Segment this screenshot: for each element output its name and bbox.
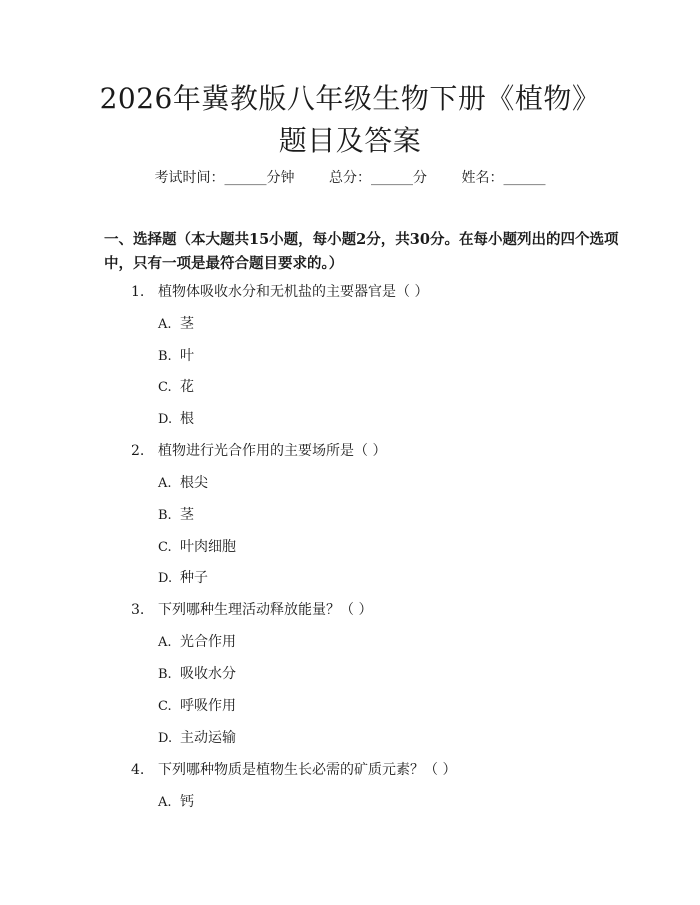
question-text: 下列哪种物质是植物生长必需的矿质元素？（ ）	[158, 762, 457, 778]
option-letter: C.	[158, 699, 172, 714]
option-text: 叶	[180, 348, 194, 364]
option-letter: D.	[158, 571, 173, 586]
option-text: 吸收水分	[180, 666, 236, 682]
option-letter: B.	[158, 508, 172, 523]
question-2-option-a	[158, 473, 208, 494]
question-2-option-d	[158, 568, 208, 589]
question-4-option-a	[158, 792, 194, 813]
page-title: 2026年冀教版八年级生物下册《植物》题目及答案	[99, 82, 601, 157]
option-letter: B.	[158, 349, 172, 364]
question-text: 植物体吸收水分和无机盐的主要器官是（ ）	[158, 284, 429, 300]
option-text: 叶肉细胞	[180, 539, 236, 555]
total-score-field: 总分：______分	[329, 170, 427, 186]
question-number: 4.	[131, 762, 145, 778]
question-4	[131, 760, 456, 780]
option-letter: C.	[158, 540, 172, 555]
question-text: 植物进行光合作用的主要场所是（ ）	[158, 443, 387, 459]
option-letter: D.	[158, 412, 173, 427]
question-3-option-b	[158, 664, 236, 685]
option-text: 花	[180, 379, 194, 395]
option-text: 种子	[180, 570, 208, 586]
question-2-option-c	[158, 537, 236, 558]
option-letter: A.	[158, 635, 172, 650]
question-1-option-d	[158, 409, 194, 430]
question-3-option-a	[158, 632, 236, 653]
option-text: 呼吸作用	[180, 698, 236, 714]
exam-info-row	[0, 168, 700, 188]
question-number: 2.	[131, 443, 145, 459]
section-heading: 一、选择题（本大题共15小题，每小题2分，共30分。在每小题列出的四个选项中，只有一项是最符合题目要求的。）	[104, 231, 619, 272]
option-letter: A.	[158, 795, 172, 810]
option-letter: D.	[158, 731, 173, 746]
option-text: 茎	[180, 507, 194, 523]
option-text: 主动运输	[180, 730, 236, 746]
question-1-option-c	[158, 377, 194, 398]
question-3-option-d	[158, 728, 236, 749]
option-text: 茎	[180, 316, 194, 332]
option-text: 根	[180, 411, 194, 427]
option-letter: A.	[158, 476, 172, 491]
question-2	[131, 441, 386, 461]
question-text: 下列哪种生理活动释放能量？（ ）	[158, 602, 373, 618]
question-3-option-c	[158, 696, 236, 717]
exam-time-field: 考试时间：______分钟	[154, 170, 295, 186]
option-letter: A.	[158, 317, 172, 332]
option-letter: C.	[158, 380, 172, 395]
student-name-field: 姓名：______	[461, 170, 546, 186]
option-text: 钙	[180, 794, 194, 810]
option-text: 根尖	[180, 475, 208, 491]
question-number: 1.	[131, 284, 145, 300]
question-2-option-b	[158, 505, 194, 526]
option-letter: B.	[158, 667, 172, 682]
question-1-option-b	[158, 346, 194, 367]
question-3	[131, 600, 372, 620]
question-1	[131, 282, 428, 302]
question-number: 3.	[131, 602, 145, 618]
question-1-option-a	[158, 314, 194, 335]
option-text: 光合作用	[180, 634, 236, 650]
